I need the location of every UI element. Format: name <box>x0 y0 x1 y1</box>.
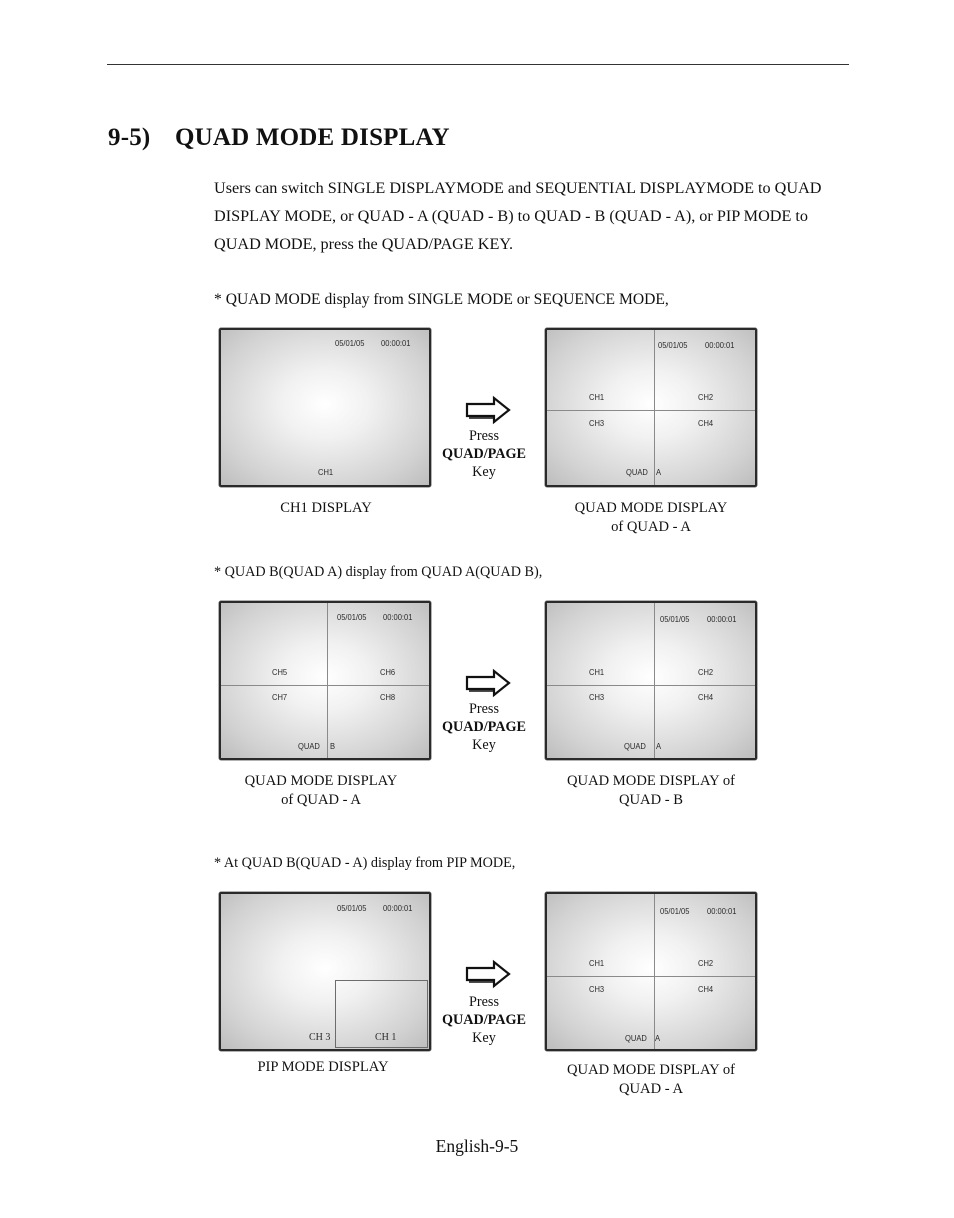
quad-page-key-label: QUAD/PAGE <box>441 446 527 462</box>
press-instruction <box>430 993 538 1047</box>
quad-divider-horizontal <box>221 685 429 686</box>
osd-quad-word: QUAD <box>625 1033 647 1043</box>
osd-ch-top-right: CH6 <box>380 667 396 677</box>
caption-line-1: QUAD MODE DISPLAY <box>574 500 728 516</box>
page-number: English-9-5 <box>435 1136 519 1156</box>
key-label: Key <box>472 1030 496 1046</box>
press-label: Press <box>469 994 499 1010</box>
osd-ch-bottom-right: CH4 <box>698 418 714 428</box>
osd-date: 05/01/05 <box>660 614 690 624</box>
page-title <box>108 124 450 152</box>
osd-ch-bottom-left: CH3 <box>589 984 605 994</box>
quad-divider-horizontal <box>547 976 755 977</box>
osd-time: 00:00:01 <box>705 340 735 350</box>
note-single-to-quad: * QUAD MODE display from SINGLE MODE or SEQUENCE MODE, <box>214 291 669 308</box>
header-rule <box>107 64 849 65</box>
osd-ch-bottom-left: CH3 <box>589 418 605 428</box>
osd-time: 00:00:01 <box>381 338 411 348</box>
osd-date: 05/01/05 <box>335 338 365 348</box>
osd-time: 00:00:01 <box>383 903 413 913</box>
press-label: Press <box>469 428 499 444</box>
caption-line-1: QUAD MODE DISPLAY of <box>567 1062 735 1078</box>
monitor-pip-display <box>219 892 431 1051</box>
osd-quad-letter: B <box>330 741 336 751</box>
osd-time: 00:00:01 <box>707 614 737 624</box>
monitor-quad-a <box>545 328 757 487</box>
section-title: QUAD MODE DISPLAY <box>175 124 450 151</box>
caption-quad-mode-left <box>201 772 441 809</box>
quad-page-key-label: QUAD/PAGE <box>441 719 527 735</box>
caption-line-1: QUAD MODE DISPLAY of <box>567 773 735 789</box>
osd-ch-bottom-right: CH4 <box>698 984 714 994</box>
osd-ch-top-left: CH1 <box>589 392 605 402</box>
caption-pip-mode <box>203 1058 443 1077</box>
osd-date: 05/01/05 <box>337 612 367 622</box>
monitor-quad-a <box>545 601 757 760</box>
caption-line-2: of QUAD - A <box>281 791 361 808</box>
quad-page-key-label: QUAD/PAGE <box>441 1012 527 1028</box>
right-arrow-icon <box>465 395 513 425</box>
osd-quad-letter: A <box>655 1033 661 1043</box>
caption-line-2: QUAD - A <box>618 1080 684 1097</box>
osd-ch-bottom-left: CH7 <box>272 692 288 702</box>
caption-ch1-display <box>206 499 446 518</box>
osd-quad-word: QUAD <box>626 467 648 477</box>
caption-line-1: CH1 DISPLAY <box>280 500 372 516</box>
osd-quad-word: QUAD <box>624 741 646 751</box>
osd-quad-letter: A <box>656 741 662 751</box>
monitor-quad-a <box>545 892 757 1051</box>
osd-ch-top-left: CH5 <box>272 667 288 677</box>
osd-date: 05/01/05 <box>337 903 367 913</box>
caption-quad-b <box>531 772 771 809</box>
quad-divider-vertical <box>654 330 655 485</box>
monitor-ch1-display <box>219 328 431 487</box>
osd-ch-bottom-left: CH3 <box>589 692 605 702</box>
osd-quad-letter: A <box>656 467 662 477</box>
osd-ch-bottom-right: CH4 <box>698 692 714 702</box>
key-label: Key <box>472 737 496 753</box>
note-quad-b-from-quad-a: * QUAD B(QUAD A) display from QUAD A(QUAD B), <box>214 564 543 580</box>
press-instruction <box>430 700 538 754</box>
caption-line-2: QUAD - B <box>618 791 684 808</box>
osd-quad-word: QUAD <box>298 741 320 751</box>
quad-divider-vertical <box>327 603 328 758</box>
caption-line-1: QUAD MODE DISPLAY <box>244 773 398 789</box>
quad-divider-vertical <box>654 603 655 758</box>
intro-paragraph: Users can switch SINGLE DISPLAYMODE and SEQUENTIAL DISPLAYMODE to QUAD DISPLAY MODE, or QUAD - A (QUAD - B) to QUAD - B (QUAD - A), or PIP MODE to QUAD MODE, press the QUAD/PAGE KEY. <box>214 179 822 253</box>
osd-main-channel: CH 3 <box>309 1032 331 1043</box>
quad-divider-horizontal <box>547 685 755 686</box>
press-label: Press <box>469 701 499 717</box>
osd-time: 00:00:01 <box>383 612 413 622</box>
caption-line-1: PIP MODE DISPLAY <box>257 1059 389 1075</box>
right-arrow-icon <box>465 959 513 989</box>
osd-date: 05/01/05 <box>660 906 690 916</box>
caption-line-2: of QUAD - A <box>611 518 691 535</box>
osd-channel: CH1 <box>318 467 334 477</box>
osd-ch-top-left: CH1 <box>589 667 605 677</box>
press-instruction <box>430 427 538 481</box>
right-arrow-icon <box>465 668 513 698</box>
quad-divider-horizontal <box>547 410 755 411</box>
osd-ch-bottom-right: CH8 <box>380 692 396 702</box>
quad-divider-vertical <box>654 894 655 1049</box>
section-number: 9-5) <box>108 124 151 151</box>
osd-pip-channel: CH 1 <box>375 1032 397 1043</box>
note-quad-from-pip: * At QUAD B(QUAD - A) display from PIP MODE, <box>214 855 516 871</box>
monitor-quad-b <box>219 601 431 760</box>
caption-quad-a <box>531 499 771 536</box>
osd-date: 05/01/05 <box>658 340 688 350</box>
osd-ch-top-right: CH2 <box>698 667 714 677</box>
key-label: Key <box>472 464 496 480</box>
osd-ch-top-right: CH2 <box>698 392 714 402</box>
osd-ch-top-left: CH1 <box>589 958 605 968</box>
osd-time: 00:00:01 <box>707 906 737 916</box>
osd-ch-top-right: CH2 <box>698 958 714 968</box>
caption-quad-a <box>531 1061 771 1098</box>
